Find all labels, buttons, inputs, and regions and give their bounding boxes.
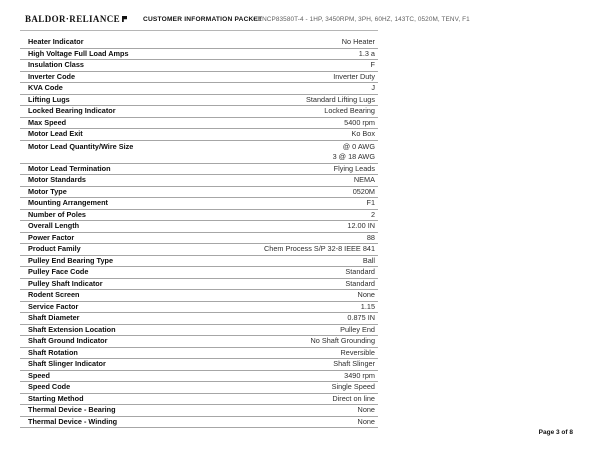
table-row xyxy=(20,187,378,199)
spec-label: Starting Method xyxy=(28,393,84,403)
table-row xyxy=(20,221,378,233)
spec-label: Insulation Class xyxy=(28,60,84,69)
spec-label: Inverter Code xyxy=(28,71,76,81)
spec-value: Standard xyxy=(345,278,375,288)
spec-label: Overall Length xyxy=(28,221,80,230)
spec-value: None xyxy=(357,405,375,414)
spec-label: Locked Bearing Indicator xyxy=(28,106,116,115)
spec-value: 1.3 a xyxy=(358,48,375,58)
spec-value: F xyxy=(370,60,375,69)
spec-label: Mounting Arrangement xyxy=(28,198,108,207)
table-row xyxy=(20,198,378,210)
table-row xyxy=(20,336,378,348)
spec-label: Pulley Face Code xyxy=(28,267,89,276)
spec-value: Inverter Duty xyxy=(333,71,375,81)
spec-value: NEMA xyxy=(353,175,375,184)
spec-value: F1 xyxy=(366,198,375,207)
table-row xyxy=(20,210,378,222)
spec-value: Reversible xyxy=(340,347,375,357)
spec-value: Ko Box xyxy=(351,129,375,138)
spec-label: Speed xyxy=(28,370,50,380)
spec-label: Shaft Extension Location xyxy=(28,324,116,334)
table-row xyxy=(20,37,378,49)
spec-label: Pulley Shaft Indicator xyxy=(28,278,103,288)
table-row xyxy=(20,118,378,130)
spec-label: Motor Lead Termination xyxy=(28,163,111,173)
spec-value: None xyxy=(357,290,375,299)
spec-value: 88 xyxy=(366,232,375,242)
document-title: CUSTOMER INFORMATION PACKET xyxy=(143,16,263,23)
spec-label: Motor Lead Quantity/Wire Size xyxy=(28,141,134,151)
table-row xyxy=(20,371,378,383)
header-divider xyxy=(20,30,378,31)
table-row xyxy=(20,348,378,360)
spec-label: Shaft Diameter xyxy=(28,313,80,322)
table-row xyxy=(20,49,378,61)
spec-value: Ball xyxy=(362,255,375,265)
spec-value: @ 0 AWG 3 @ 18 AWG xyxy=(332,141,375,161)
spec-label: Thermal Device - Winding xyxy=(28,416,118,426)
table-row xyxy=(20,256,378,268)
spec-value: Chem Process S/P 32-8 IEEE 841 xyxy=(264,244,375,253)
logo-text: BALDOR·RELIANCE xyxy=(25,14,121,24)
spec-label: Heater Indicator xyxy=(28,37,84,46)
spec-value: 2 xyxy=(370,209,375,219)
table-row xyxy=(20,106,378,118)
spec-value: 3490 rpm xyxy=(344,370,375,380)
spec-value: Flying Leads xyxy=(333,163,375,173)
spec-table xyxy=(20,37,378,428)
spec-label: Motor Type xyxy=(28,186,67,196)
spec-value: J xyxy=(371,83,375,92)
table-row xyxy=(20,233,378,245)
spec-value-line2: 3 @ 18 AWG xyxy=(332,152,375,161)
table-row xyxy=(20,382,378,394)
table-row xyxy=(20,141,378,164)
table-row xyxy=(20,302,378,314)
spec-value: Pulley End xyxy=(340,324,375,334)
spec-label: Service Factor xyxy=(28,301,79,311)
spec-label: Shaft Slinger Indicator xyxy=(28,359,106,368)
spec-value: Direct on line xyxy=(332,393,375,403)
spec-value: No Heater xyxy=(341,37,375,46)
spec-label: Rodent Screen xyxy=(28,290,80,299)
table-row xyxy=(20,359,378,371)
spec-value: 1.15 xyxy=(360,301,375,311)
trademark-flag-icon xyxy=(122,16,127,22)
spec-label: Motor Standards xyxy=(28,175,86,184)
baldor-reliance-logo xyxy=(25,14,127,24)
spec-label: Number of Poles xyxy=(28,209,86,219)
spec-value: Shaft Slinger xyxy=(333,359,375,368)
table-row xyxy=(20,279,378,291)
spec-value: No Shaft Grounding xyxy=(310,336,375,345)
table-row xyxy=(20,129,378,141)
spec-label: KVA Code xyxy=(28,83,63,92)
spec-value: Standard Lifting Lugs xyxy=(306,94,375,104)
table-row xyxy=(20,313,378,325)
table-row xyxy=(20,405,378,417)
spec-label: Shaft Ground Indicator xyxy=(28,336,108,345)
spec-label: Max Speed xyxy=(28,117,67,127)
spec-value: 0520M xyxy=(352,186,375,196)
spec-value: 12.00 IN xyxy=(347,221,375,230)
spec-value: Single Speed xyxy=(331,382,375,391)
spec-label: Power Factor xyxy=(28,232,75,242)
spec-label: Product Family xyxy=(28,244,81,253)
table-row xyxy=(20,83,378,95)
spec-value: Locked Bearing xyxy=(324,106,375,115)
spec-label: Lifting Lugs xyxy=(28,94,70,104)
table-row xyxy=(20,95,378,107)
spec-label: Shaft Rotation xyxy=(28,347,78,357)
table-row xyxy=(20,325,378,337)
spec-value: Standard xyxy=(345,267,375,276)
spec-label: Thermal Device - Bearing xyxy=(28,405,116,414)
table-row xyxy=(20,417,378,429)
table-row xyxy=(20,72,378,84)
table-row xyxy=(20,60,378,72)
table-row xyxy=(20,267,378,279)
table-row xyxy=(20,164,378,176)
spec-label: Speed Code xyxy=(28,382,71,391)
page-number: Page 3 of 8 xyxy=(538,429,573,436)
table-row xyxy=(20,394,378,406)
spec-value: 0.875 IN xyxy=(347,313,375,322)
table-row xyxy=(20,175,378,187)
catalog-spec-line: CENCP83580T-4 - 1HP, 3450RPM, 3PH, 60HZ, 143TC, 0520M, TENV, F1 xyxy=(253,16,470,23)
spec-value: None xyxy=(357,416,375,426)
table-row xyxy=(20,290,378,302)
table-row xyxy=(20,244,378,256)
spec-value: 5400 rpm xyxy=(344,117,375,127)
spec-label: High Voltage Full Load Amps xyxy=(28,48,129,58)
spec-label: Pulley End Bearing Type xyxy=(28,255,114,265)
spec-label: Motor Lead Exit xyxy=(28,129,83,138)
